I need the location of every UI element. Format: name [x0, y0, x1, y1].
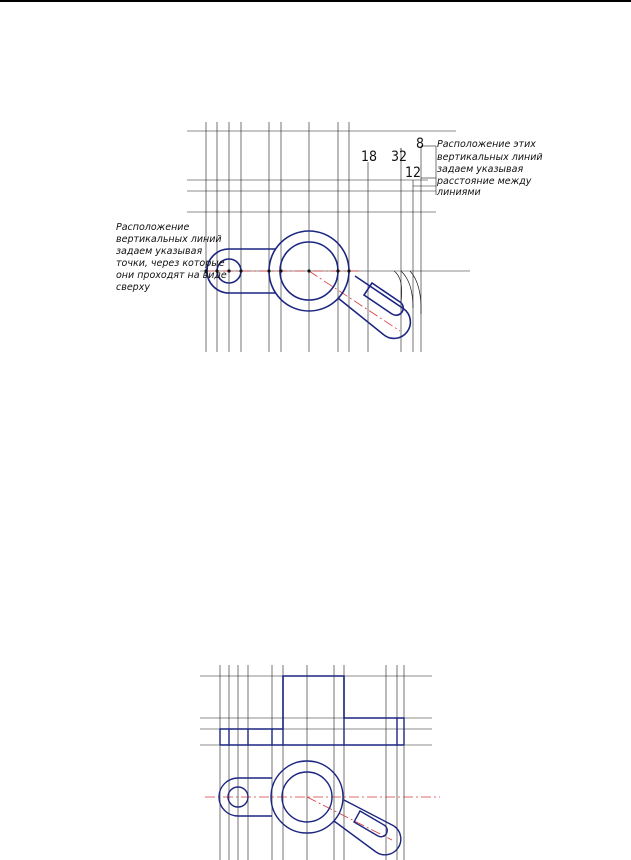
annotation-right-line: задаем указывая	[437, 164, 524, 175]
bottom-figure	[200, 665, 440, 860]
construction-vertical-lines	[206, 122, 421, 352]
part-outline-front-view	[220, 676, 404, 745]
point-marker	[279, 269, 282, 272]
annotation-right-line: вертикальных линий	[437, 152, 543, 163]
point-marker	[307, 269, 310, 272]
projection-arcs	[394, 271, 421, 314]
center-lines	[205, 797, 440, 840]
dimension-8: 8	[416, 136, 425, 152]
annotation-left-line: точки, через которые	[116, 258, 225, 269]
point-marker	[267, 269, 270, 272]
construction-vertical-lines	[220, 665, 404, 860]
dimension-32: 32	[391, 149, 408, 165]
annotation-left-line: задаем указывая	[116, 246, 203, 257]
annotation-right-line: линиями	[437, 187, 481, 198]
part-outline-top-view	[219, 761, 401, 855]
annotation-right	[436, 139, 543, 198]
annotation-left-line: они проходят на виде	[116, 270, 227, 281]
point-marker	[336, 269, 339, 272]
point-marker	[227, 269, 230, 272]
top-figure	[116, 122, 543, 352]
annotation-right-line: Расположение этих	[437, 139, 536, 150]
annotation-left-line: Расположение	[116, 222, 190, 233]
dimension-18: 18	[361, 149, 378, 165]
point-marker	[347, 269, 350, 272]
dimension-12: 12	[405, 165, 422, 181]
annotation-right-line: расстояние между	[437, 176, 532, 187]
center-lines	[205, 271, 400, 331]
annotation-left-line: вертикальных линий	[116, 234, 222, 245]
point-marker	[239, 269, 242, 272]
annotation-left-line: сверху	[116, 282, 150, 293]
